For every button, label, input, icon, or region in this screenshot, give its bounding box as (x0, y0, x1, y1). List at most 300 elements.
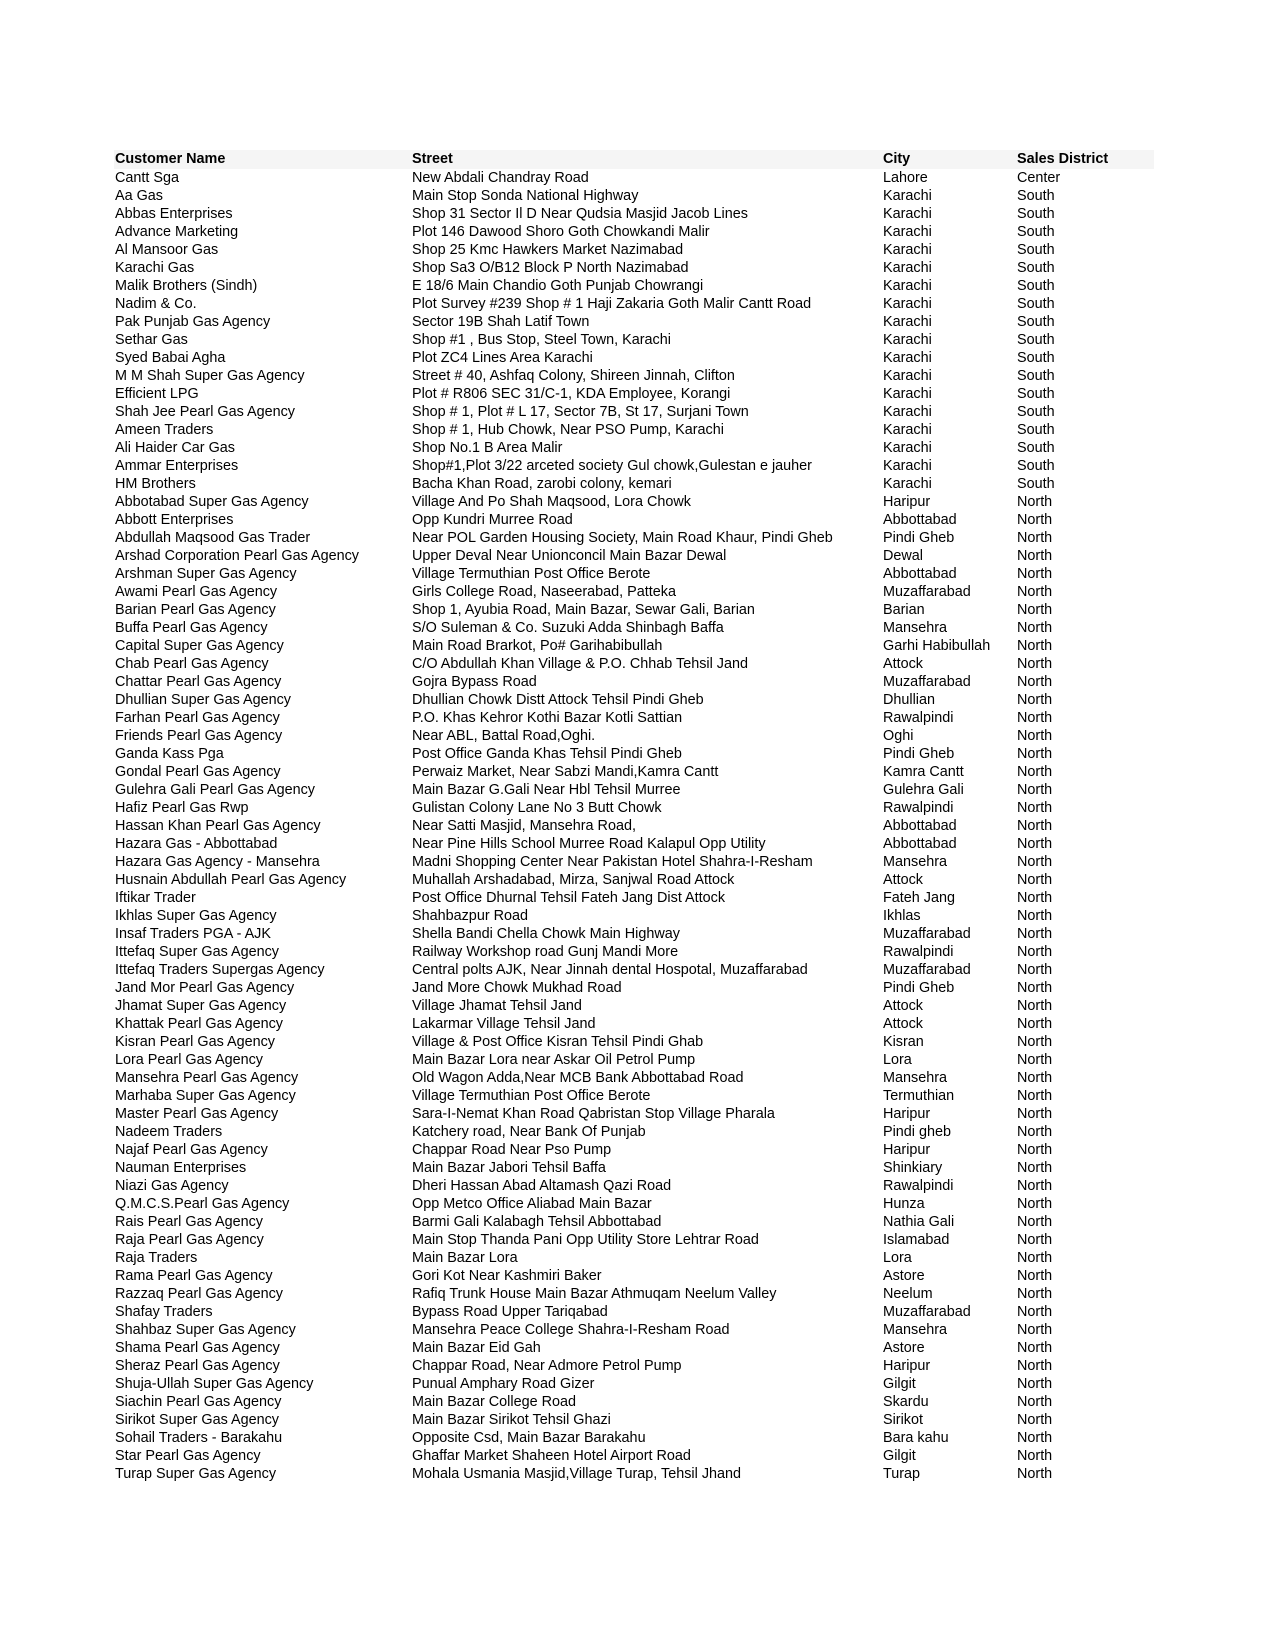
sales-district-cell: South (1017, 422, 1055, 438)
street-cell: E 18/6 Main Chandio Goth Punjab Chowrangi (412, 278, 704, 294)
city-cell: Haripur (883, 1142, 931, 1158)
sales-district-cell: South (1017, 332, 1055, 348)
table-row (114, 1429, 1154, 1447)
customer-name-cell: Master Pearl Gas Agency (115, 1106, 279, 1122)
city-cell: Pindi Gheb (883, 746, 955, 762)
street-cell: Main Bazar Lora near Askar Oil Petrol Pump (412, 1052, 696, 1068)
sales-district-cell: South (1017, 206, 1055, 222)
customer-name-cell: Mansehra Pearl Gas Agency (115, 1070, 299, 1086)
city-cell: Karachi (883, 296, 932, 312)
table-row (114, 673, 1154, 691)
sales-district-cell: North (1017, 818, 1053, 834)
city-cell: Karachi (883, 386, 932, 402)
sales-district-cell: South (1017, 224, 1055, 240)
city-cell: Lora (883, 1052, 912, 1068)
sales-district-cell: North (1017, 656, 1053, 672)
sales-district-cell: North (1017, 1196, 1053, 1212)
customer-name-cell: Razzaq Pearl Gas Agency (115, 1286, 283, 1302)
table-row (114, 907, 1154, 925)
city-cell: Karachi (883, 188, 932, 204)
street-cell: Near POL Garden Housing Society, Main Road Khaur, Pindi Gheb (412, 530, 833, 546)
customer-name-cell: Buffa Pearl Gas Agency (115, 620, 268, 636)
city-cell: Nathia Gali (883, 1214, 955, 1230)
city-cell: Islamabad (883, 1232, 950, 1248)
customer-name-cell: Hassan Khan Pearl Gas Agency (115, 818, 321, 834)
table-row (114, 367, 1154, 385)
sales-district-cell: North (1017, 566, 1053, 582)
customer-name-cell: Dhullian Super Gas Agency (115, 692, 291, 708)
city-cell: Sirikot (883, 1412, 923, 1428)
sales-district-cell: North (1017, 1106, 1053, 1122)
city-cell: Mansehra (883, 620, 947, 636)
sales-district-cell: North (1017, 944, 1053, 960)
city-cell: Rawalpindi (883, 710, 954, 726)
table-row (114, 1357, 1154, 1375)
customer-name-cell: Q.M.C.S.Pearl Gas Agency (115, 1196, 290, 1212)
customer-name-cell: Nadim & Co. (115, 296, 197, 312)
street-cell: Main Bazar Jabori Tehsil Baffa (412, 1160, 606, 1176)
street-cell: Lakarmar Village Tehsil Jand (412, 1016, 596, 1032)
sales-district-cell: North (1017, 1376, 1053, 1392)
sales-district-cell: South (1017, 368, 1055, 384)
street-cell: Railway Workshop road Gunj Mandi More (412, 944, 679, 960)
header-sales-district: Sales District (1017, 151, 1109, 167)
table-row (114, 637, 1154, 655)
street-cell: Main Stop Sonda National Highway (412, 188, 639, 204)
street-cell: Near Pine Hills School Murree Road Kalapul Opp Utility (412, 836, 766, 852)
street-cell: Shop 1, Ayubia Road, Main Bazar, Sewar Gali, Barian (412, 602, 755, 618)
sales-district-cell: North (1017, 602, 1053, 618)
city-cell: Astore (883, 1340, 925, 1356)
street-cell: Opp Kundri Murree Road (412, 512, 573, 528)
customer-name-cell: Nadeem Traders (115, 1124, 223, 1140)
customer-name-cell: Husnain Abdullah Pearl Gas Agency (115, 872, 347, 888)
table-row (114, 421, 1154, 439)
sales-district-cell: North (1017, 800, 1053, 816)
table-row (114, 547, 1154, 565)
city-cell: Attock (883, 1016, 923, 1032)
sales-district-cell: North (1017, 1088, 1053, 1104)
customer-name-cell: Rais Pearl Gas Agency (115, 1214, 263, 1230)
table-row (114, 349, 1154, 367)
city-cell: Karachi (883, 278, 932, 294)
table-row (114, 1177, 1154, 1195)
table-row (114, 799, 1154, 817)
sales-district-cell: North (1017, 854, 1053, 870)
header-customer-name: Customer Name (115, 151, 226, 167)
customer-name-cell: Gulehra Gali Pearl Gas Agency (115, 782, 315, 798)
street-cell: Shop # 1, Hub Chowk, Near PSO Pump, Karachi (412, 422, 724, 438)
sales-district-cell: South (1017, 242, 1055, 258)
sales-district-cell: South (1017, 350, 1055, 366)
customer-name-cell: Kisran Pearl Gas Agency (115, 1034, 275, 1050)
city-cell: Kisran (883, 1034, 924, 1050)
sales-district-cell: North (1017, 872, 1053, 888)
table-row (114, 763, 1154, 781)
city-cell: Hunza (883, 1196, 925, 1212)
sales-district-cell: North (1017, 512, 1053, 528)
sales-district-cell: North (1017, 980, 1053, 996)
customer-name-cell: Hafiz Pearl Gas Rwp (115, 800, 249, 816)
customer-name-cell: Jand Mor Pearl Gas Agency (115, 980, 295, 996)
street-cell: Mansehra Peace College Shahra-I-Resham Road (412, 1322, 730, 1338)
customer-name-cell: Abbotabad Super Gas Agency (115, 494, 309, 510)
sales-district-cell: North (1017, 1358, 1053, 1374)
table-row (114, 1159, 1154, 1177)
table-row (114, 619, 1154, 637)
sales-district-cell: South (1017, 314, 1055, 330)
table-row (114, 817, 1154, 835)
sales-district-cell: North (1017, 1448, 1053, 1464)
street-cell: Near ABL, Battal Road,Oghi. (412, 728, 596, 744)
customer-name-cell: Shah Jee Pearl Gas Agency (115, 404, 295, 420)
street-cell: Post Office Ganda Khas Tehsil Pindi Gheb (412, 746, 682, 762)
street-cell: Shop #1 , Bus Stop, Steel Town, Karachi (412, 332, 671, 348)
customer-name-cell: Chab Pearl Gas Agency (115, 656, 269, 672)
city-cell: Muzaffarabad (883, 926, 971, 942)
sales-district-cell: North (1017, 746, 1053, 762)
customer-table (114, 150, 1154, 1483)
customer-name-cell: Raja Pearl Gas Agency (115, 1232, 264, 1248)
city-cell: Gulehra Gali (883, 782, 964, 798)
table-row (114, 1105, 1154, 1123)
city-cell: Shinkiary (883, 1160, 943, 1176)
sales-district-cell: North (1017, 908, 1053, 924)
table-row (114, 511, 1154, 529)
table-row (114, 457, 1154, 475)
city-cell: Karachi (883, 476, 932, 492)
table-row (114, 1411, 1154, 1429)
sales-district-cell: North (1017, 1034, 1053, 1050)
city-cell: Gilgit (883, 1448, 916, 1464)
city-cell: Rawalpindi (883, 944, 954, 960)
city-cell: Abbottabad (883, 566, 957, 582)
city-cell: Dewal (883, 548, 923, 564)
city-cell: Kamra Cantt (883, 764, 964, 780)
street-cell: Shop Sa3 O/B12 Block P North Nazimabad (412, 260, 689, 276)
customer-name-cell: Ameen Traders (115, 422, 214, 438)
city-cell: Karachi (883, 224, 932, 240)
street-cell: Opposite Csd, Main Bazar Barakahu (412, 1430, 646, 1446)
sales-district-cell: North (1017, 1232, 1053, 1248)
street-cell: Gulistan Colony Lane No 3 Butt Chowk (412, 800, 662, 816)
table-row (114, 1321, 1154, 1339)
table-row (114, 1375, 1154, 1393)
city-cell: Karachi (883, 440, 932, 456)
city-cell: Abbottabad (883, 818, 957, 834)
street-cell: P.O. Khas Kehror Kothi Bazar Kotli Sattian (412, 710, 683, 726)
table-row (114, 889, 1154, 907)
sales-district-cell: South (1017, 476, 1055, 492)
street-cell: Main Bazar Eid Gah (412, 1340, 541, 1356)
table-row (114, 925, 1154, 943)
street-cell: Shahbazpur Road (412, 908, 529, 924)
sales-district-cell: North (1017, 962, 1053, 978)
customer-name-cell: Shuja-Ullah Super Gas Agency (115, 1376, 314, 1392)
table-row (114, 943, 1154, 961)
table-row (114, 439, 1154, 457)
street-cell: Shella Bandi Chella Chowk Main Highway (412, 926, 680, 942)
customer-name-cell: Abdullah Maqsood Gas Trader (115, 530, 311, 546)
table-row (114, 1213, 1154, 1231)
city-cell: Lora (883, 1250, 912, 1266)
street-cell: Village Termuthian Post Office Berote (412, 566, 651, 582)
table-row (114, 1465, 1154, 1483)
street-cell: Village And Po Shah Maqsood, Lora Chowk (412, 494, 691, 510)
customer-name-cell: Advance Marketing (115, 224, 239, 240)
city-cell: Muzaffarabad (883, 584, 971, 600)
city-cell: Karachi (883, 350, 932, 366)
street-cell: Street # 40, Ashfaq Colony, Shireen Jinnah, Clifton (412, 368, 735, 384)
table-row (114, 961, 1154, 979)
street-cell: Dheri Hassan Abad Altamash Qazi Road (412, 1178, 672, 1194)
city-cell: Karachi (883, 260, 932, 276)
city-cell: Ikhlas (883, 908, 921, 924)
table-row (114, 745, 1154, 763)
sales-district-cell: North (1017, 1466, 1053, 1482)
street-cell: Village Termuthian Post Office Berote (412, 1088, 651, 1104)
customer-name-cell: Chattar Pearl Gas Agency (115, 674, 282, 690)
sales-district-cell: South (1017, 440, 1055, 456)
city-cell: Gilgit (883, 1376, 916, 1392)
sales-district-cell: North (1017, 674, 1053, 690)
table-row (114, 1033, 1154, 1051)
table-row (114, 187, 1154, 205)
table-row (114, 277, 1154, 295)
street-cell: Plot Survey #239 Shop # 1 Haji Zakaria Goth Malir Cantt Road (412, 296, 812, 312)
table-row (114, 781, 1154, 799)
sales-district-cell: South (1017, 296, 1055, 312)
sales-district-cell: North (1017, 1268, 1053, 1284)
city-cell: Karachi (883, 332, 932, 348)
street-cell: Dhullian Chowk Distt Attock Tehsil Pindi Gheb (412, 692, 704, 708)
customer-name-cell: Barian Pearl Gas Agency (115, 602, 276, 618)
street-cell: Near Satti Masjid, Mansehra Road, (412, 818, 636, 834)
sales-district-cell: North (1017, 998, 1053, 1014)
street-cell: Upper Deval Near Unionconcil Main Bazar Dewal (412, 548, 727, 564)
customer-name-cell: Farhan Pearl Gas Agency (115, 710, 280, 726)
sales-district-cell: South (1017, 458, 1055, 474)
city-cell: Attock (883, 872, 923, 888)
table-row (114, 835, 1154, 853)
table-row (114, 385, 1154, 403)
table-row (114, 583, 1154, 601)
table-row (114, 1015, 1154, 1033)
city-cell: Karachi (883, 422, 932, 438)
sales-district-cell: South (1017, 188, 1055, 204)
sales-district-cell: North (1017, 1214, 1053, 1230)
street-cell: Shop 25 Kmc Hawkers Market Nazimabad (412, 242, 684, 258)
table-row (114, 1195, 1154, 1213)
city-cell: Bara kahu (883, 1430, 949, 1446)
street-cell: Muhallah Arshadabad, Mirza, Sanjwal Road Attock (412, 872, 735, 888)
street-cell: Bacha Khan Road, zarobi colony, kemari (412, 476, 672, 492)
street-cell: Barmi Gali Kalabagh Tehsil Abbottabad (412, 1214, 662, 1230)
city-cell: Rawalpindi (883, 1178, 954, 1194)
city-cell: Neelum (883, 1286, 933, 1302)
street-cell: Shop No.1 B Area Malir (412, 440, 563, 456)
customer-name-cell: Hazara Gas Agency - Mansehra (115, 854, 320, 870)
city-cell: Skardu (883, 1394, 929, 1410)
street-cell: Madni Shopping Center Near Pakistan Hotel Shahra-I-Resham (412, 854, 813, 870)
customer-name-cell: Gondal Pearl Gas Agency (115, 764, 281, 780)
header-city: City (883, 151, 911, 167)
customer-name-cell: Insaf Traders PGA - AJK (115, 926, 271, 942)
table-row (114, 1447, 1154, 1465)
customer-name-cell: Shama Pearl Gas Agency (115, 1340, 280, 1356)
customer-name-cell: Aa Gas (115, 188, 163, 204)
street-cell: Rafiq Trunk House Main Bazar Athmuqam Neelum Valley (412, 1286, 777, 1302)
table-row (114, 259, 1154, 277)
customer-name-cell: Ikhlas Super Gas Agency (115, 908, 277, 924)
street-cell: Jand More Chowk Mukhad Road (412, 980, 622, 996)
city-cell: Mansehra (883, 854, 947, 870)
sales-district-cell: North (1017, 1394, 1053, 1410)
sales-district-cell: North (1017, 1340, 1053, 1356)
street-cell: Gori Kot Near Kashmiri Baker (412, 1268, 602, 1284)
street-cell: Shop 31 Sector Il D Near Qudsia Masjid Jacob Lines (412, 206, 748, 222)
table-row (114, 1087, 1154, 1105)
customer-name-cell: Al Mansoor Gas (115, 242, 219, 258)
street-cell: Plot 146 Dawood Shoro Goth Chowkandi Malir (412, 224, 710, 240)
sales-district-cell: North (1017, 548, 1053, 564)
city-cell: Muzaffarabad (883, 962, 971, 978)
sales-district-cell: South (1017, 404, 1055, 420)
table-row (114, 709, 1154, 727)
street-cell: Main Stop Thanda Pani Opp Utility Store Lehtrar Road (412, 1232, 759, 1248)
table-row (114, 1393, 1154, 1411)
street-cell: Main Bazar Sirikot Tehsil Ghazi (412, 1412, 611, 1428)
city-cell: Termuthian (883, 1088, 955, 1104)
table-row (114, 565, 1154, 583)
customer-name-cell: Star Pearl Gas Agency (115, 1448, 261, 1464)
city-cell: Attock (883, 998, 923, 1014)
street-cell: Punual Amphary Road Gizer (412, 1376, 595, 1392)
street-cell: Chappar Road, Near Admore Petrol Pump (412, 1358, 682, 1374)
customer-name-cell: Nauman Enterprises (115, 1160, 247, 1176)
city-cell: Fateh Jang (883, 890, 956, 906)
table-row (114, 727, 1154, 745)
customer-name-cell: Sohail Traders - Barakahu (115, 1430, 283, 1446)
street-cell: New Abdali Chandray Road (412, 170, 589, 186)
table-row (114, 331, 1154, 349)
sales-district-cell: North (1017, 1430, 1053, 1446)
customer-name-cell: Abbott Enterprises (115, 512, 234, 528)
customer-name-cell: Pak Punjab Gas Agency (115, 314, 271, 330)
table-row (114, 313, 1154, 331)
street-cell: Plot # R806 SEC 31/C-1, KDA Employee, Korangi (412, 386, 731, 402)
street-cell: Village Jhamat Tehsil Jand (412, 998, 582, 1014)
customer-name-cell: Ali Haider Car Gas (115, 440, 235, 456)
table-row (114, 223, 1154, 241)
table-row (114, 493, 1154, 511)
customer-name-cell: Turap Super Gas Agency (115, 1466, 277, 1482)
sales-district-cell: North (1017, 782, 1053, 798)
customer-name-cell: Capital Super Gas Agency (115, 638, 284, 654)
sales-district-cell: North (1017, 530, 1053, 546)
table-row (114, 169, 1154, 187)
table-row (114, 1339, 1154, 1357)
table-row (114, 853, 1154, 871)
customer-name-cell: Malik Brothers (Sindh) (115, 278, 258, 294)
street-cell: C/O Abdullah Khan Village & P.O. Chhab Tehsil Jand (412, 656, 749, 672)
street-cell: Mohala Usmania Masjid,Village Turap, Tehsil Jhand (412, 1466, 742, 1482)
customer-name-cell: Friends Pearl Gas Agency (115, 728, 283, 744)
city-cell: Haripur (883, 494, 931, 510)
customer-name-cell: Ganda Kass Pga (115, 746, 224, 762)
street-cell: Main Bazar College Road (412, 1394, 576, 1410)
table-row (114, 655, 1154, 673)
table-row (114, 403, 1154, 421)
table-row (114, 601, 1154, 619)
customer-name-cell: Ittefaq Traders Supergas Agency (115, 962, 325, 978)
table-row (114, 205, 1154, 223)
customer-name-cell: Sheraz Pearl Gas Agency (115, 1358, 280, 1374)
customer-name-cell: Iftikar Trader (115, 890, 196, 906)
city-cell: Garhi Habibullah (883, 638, 991, 654)
table-row (114, 871, 1154, 889)
city-cell: Astore (883, 1268, 925, 1284)
customer-name-cell: Lora Pearl Gas Agency (115, 1052, 263, 1068)
table-row (114, 1141, 1154, 1159)
table-row (114, 1249, 1154, 1267)
customer-name-cell: M M Shah Super Gas Agency (115, 368, 305, 384)
street-cell: S/O Suleman & Co. Suzuki Adda Shinbagh Baffa (412, 620, 724, 636)
table-row (114, 1267, 1154, 1285)
sales-district-cell: North (1017, 926, 1053, 942)
customer-name-cell: Karachi Gas (115, 260, 195, 276)
sales-district-cell: South (1017, 386, 1055, 402)
table-row (114, 1303, 1154, 1321)
city-cell: Karachi (883, 368, 932, 384)
customer-name-cell: HM Brothers (115, 476, 196, 492)
customer-name-cell: Hazara Gas - Abbottabad (115, 836, 278, 852)
city-cell: Haripur (883, 1106, 931, 1122)
sales-district-cell: North (1017, 1142, 1053, 1158)
table-row (114, 691, 1154, 709)
street-cell: Old Wagon Adda,Near MCB Bank Abbottabad Road (412, 1070, 744, 1086)
customer-name-cell: Cantt Sga (115, 170, 179, 186)
sales-district-cell: North (1017, 1052, 1053, 1068)
street-cell: Sara-I-Nemat Khan Road Qabristan Stop Village Pharala (412, 1106, 775, 1122)
customer-name-cell: Jhamat Super Gas Agency (115, 998, 287, 1014)
table-row (114, 1231, 1154, 1249)
city-cell: Oghi (883, 728, 914, 744)
street-cell: Girls College Road, Naseerabad, Patteka (412, 584, 676, 600)
customer-name-cell: Najaf Pearl Gas Agency (115, 1142, 268, 1158)
street-cell: Gojra Bypass Road (412, 674, 537, 690)
table-body (114, 169, 1154, 1483)
sales-district-cell: North (1017, 1250, 1053, 1266)
sales-district-cell: Center (1017, 170, 1061, 186)
street-cell: Shop#1,Plot 3/22 arceted society Gul chowk,Gulestan e jauher (412, 458, 812, 474)
sales-district-cell: North (1017, 584, 1053, 600)
customer-name-cell: Rama Pearl Gas Agency (115, 1268, 273, 1284)
sales-district-cell: North (1017, 1286, 1053, 1302)
sales-district-cell: North (1017, 620, 1053, 636)
street-cell: Perwaiz Market, Near Sabzi Mandi,Kamra Cantt (412, 764, 719, 780)
sales-district-cell: North (1017, 1322, 1053, 1338)
table-row (114, 241, 1154, 259)
customer-name-cell: Shafay Traders (115, 1304, 213, 1320)
city-cell: Karachi (883, 242, 932, 258)
city-cell: Rawalpindi (883, 800, 954, 816)
customer-name-cell: Shahbaz Super Gas Agency (115, 1322, 296, 1338)
customer-name-cell: Siachin Pearl Gas Agency (115, 1394, 282, 1410)
city-cell: Turap (883, 1466, 921, 1482)
sales-district-cell: North (1017, 764, 1053, 780)
street-cell: Village & Post Office Kisran Tehsil Pindi Ghab (412, 1034, 704, 1050)
